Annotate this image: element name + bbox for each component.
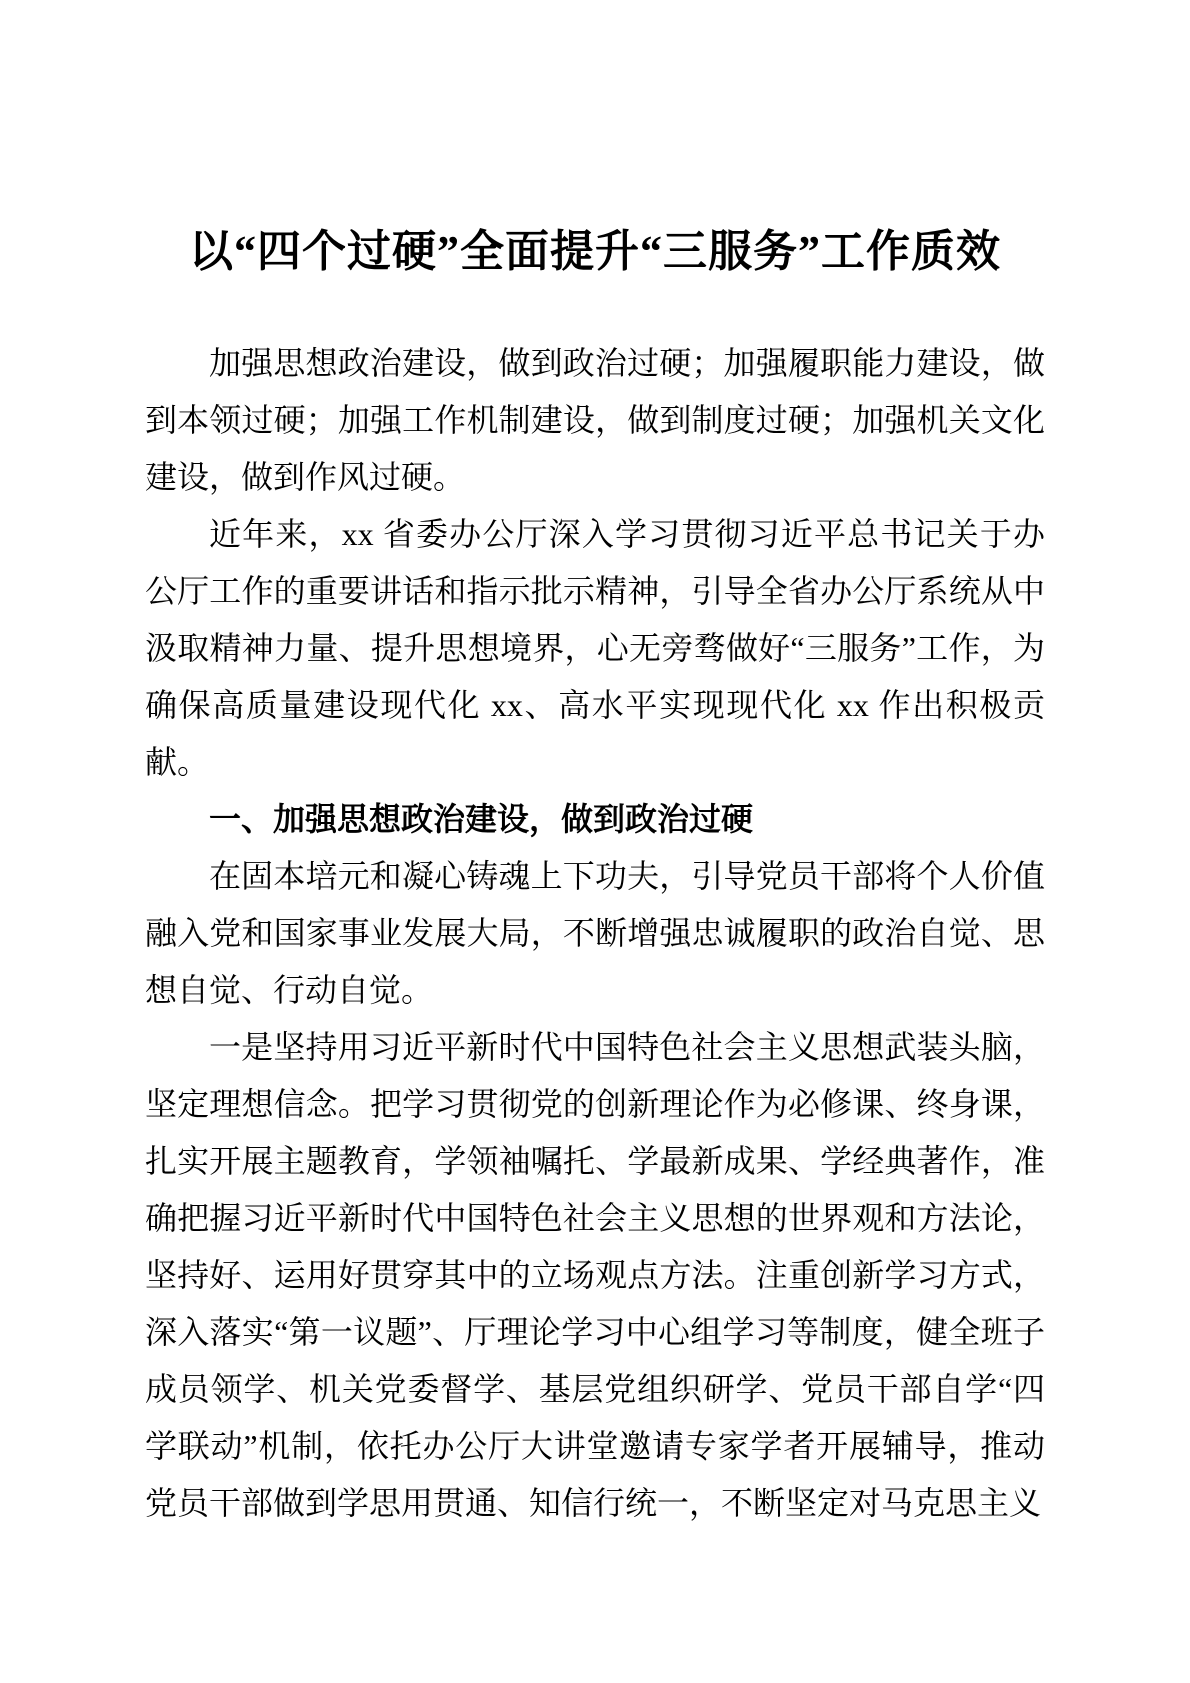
document-content [145, 0, 1045, 1532]
paragraph-overview: 近年来，xx 省委办公厅深入学习贯彻习近平总书记关于办公厅工作的重要讲话和指示批示精神，引导全省办公厅系统从中汲取精神力量、提升思想境界，心无旁骛做好“三服务”工作，为确保高质量建设现代化 xx、高水平实现现代化 xx 作出积极贡献。 [145, 516, 1045, 780]
paragraph-section1-lead: 在固本培元和凝心铸魂上下功夫，引导党员干部将个人价值融入党和国家事业发展大局，不断增强忠诚履职的政治自觉、思想自觉、行动自觉。 [145, 858, 1045, 1008]
paragraph-intro: 加强思想政治建设，做到政治过硬；加强履职能力建设，做到本领过硬；加强工作机制建设，做到制度过硬；加强机关文化建设，做到作风过硬。 [145, 345, 1045, 495]
paragraph-section1-point1: 一是坚持用习近平新时代中国特色社会主义思想武装头脑，坚定理想信念。把学习贯彻党的创新理论作为必修课、终身课，扎实开展主题教育，学领袖嘱托、学最新成果、学经典著作，准确把握习近平新时代中国特色社会主义思想的世界观和方法论，坚持好、运用好贯穿其中的立场观点方法。注重创新学习方式，深入落实“第一议题”、厅理论学习中心组学习等制度，健全班子成员领学、机关党委督学、基层党组织研学、党员干部自学“四学联动”机制，依托办公厅大讲堂邀请专家学者开展辅导，推动党员干部做到学思用贯通、知信行统一，不断坚定对马克思主义 [145, 1029, 1045, 1521]
document-title: 以“四个过硬”全面提升“三服务”工作质效 [189, 227, 1001, 276]
section-heading-1: 一、加强思想政治建设，做到政治过硬 [209, 801, 754, 837]
